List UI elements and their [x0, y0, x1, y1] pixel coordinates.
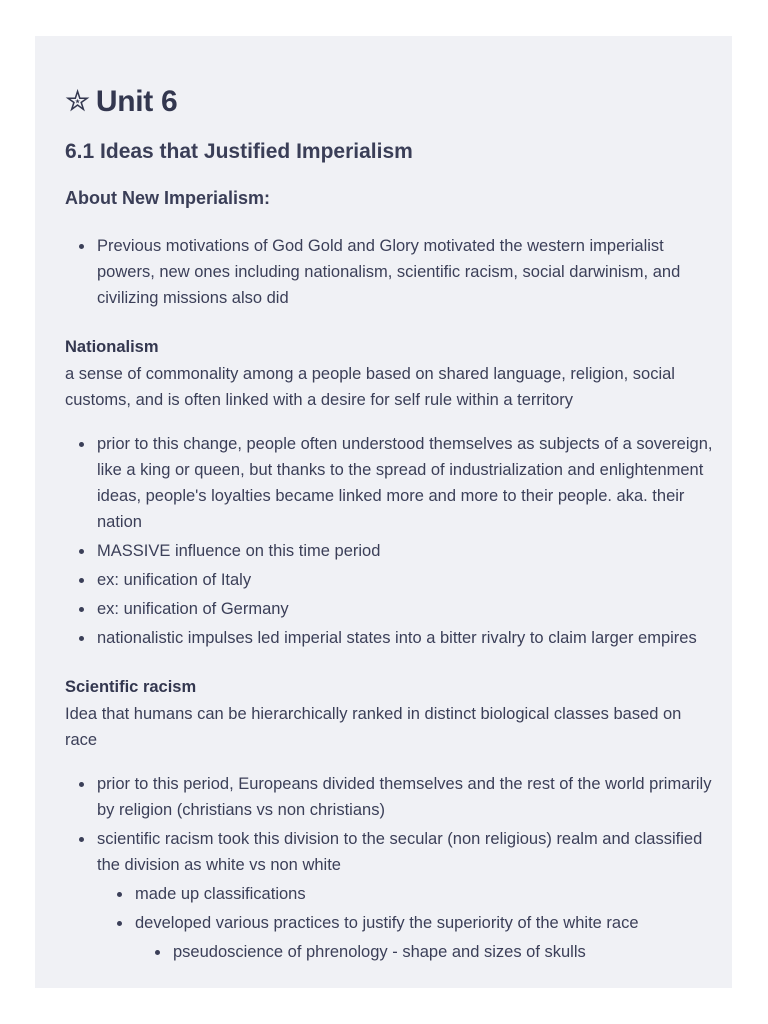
document-page	[35, 36, 732, 988]
document-content	[65, 84, 715, 965]
list-item	[65, 826, 715, 965]
definition-scientific-racism: Idea that humans can be hierarchically ranked in distinct biological classes based on race	[65, 705, 682, 749]
page-title	[65, 84, 715, 120]
list-item-text: scientific racism took this division to the secular (non religious) realm and classified the division as white vs non white	[97, 830, 703, 874]
list-item	[103, 910, 715, 965]
list-item: prior to this change, people often understood themselves as subjects of a sovereign, like a king or queen, but thanks to the spread of industrialization and enlightenment ideas, people's loyalties became linked more and more to their people. aka. their nation	[65, 431, 715, 535]
definition-nationalism: a sense of commonality among a people based on shared language, religion, social customs, and is often linked with a desire for self rule within a territory	[65, 365, 675, 409]
nested-list	[103, 881, 715, 965]
nationalism-list	[65, 431, 715, 651]
list-item: nationalistic impulses led imperial states into a bitter rivalry to claim larger empires	[65, 625, 715, 651]
star-icon: ✮	[65, 85, 90, 118]
intro-list	[65, 233, 715, 311]
list-item-text: developed various practices to justify the superiority of the white race	[135, 914, 639, 932]
nested-list-level-3	[141, 939, 715, 965]
subheading: About New Imperialism:	[65, 188, 271, 208]
list-item: prior to this period, Europeans divided themselves and the rest of the world primarily by religion (christians vs non christians)	[65, 771, 715, 823]
scientific-racism-list	[65, 771, 715, 965]
list-item: ex: unification of Italy	[65, 567, 715, 593]
list-item: ex: unification of Germany	[65, 596, 715, 622]
term-nationalism: Nationalism	[65, 338, 159, 356]
list-item: made up classifications	[103, 881, 715, 907]
list-item: MASSIVE influence on this time period	[65, 538, 715, 564]
term-scientific-racism: Scientific racism	[65, 678, 197, 696]
list-item: Previous motivations of God Gold and Glory motivated the western imperialist powers, new ones including nationalism, scientific racism, social darwinism, and civilizing missions also did	[65, 233, 715, 311]
list-item: pseudoscience of phrenology - shape and sizes of skulls	[141, 939, 715, 965]
section-heading: 6.1 Ideas that Justified Imperialism	[65, 140, 413, 163]
page-title-text: Unit 6	[95, 85, 178, 118]
